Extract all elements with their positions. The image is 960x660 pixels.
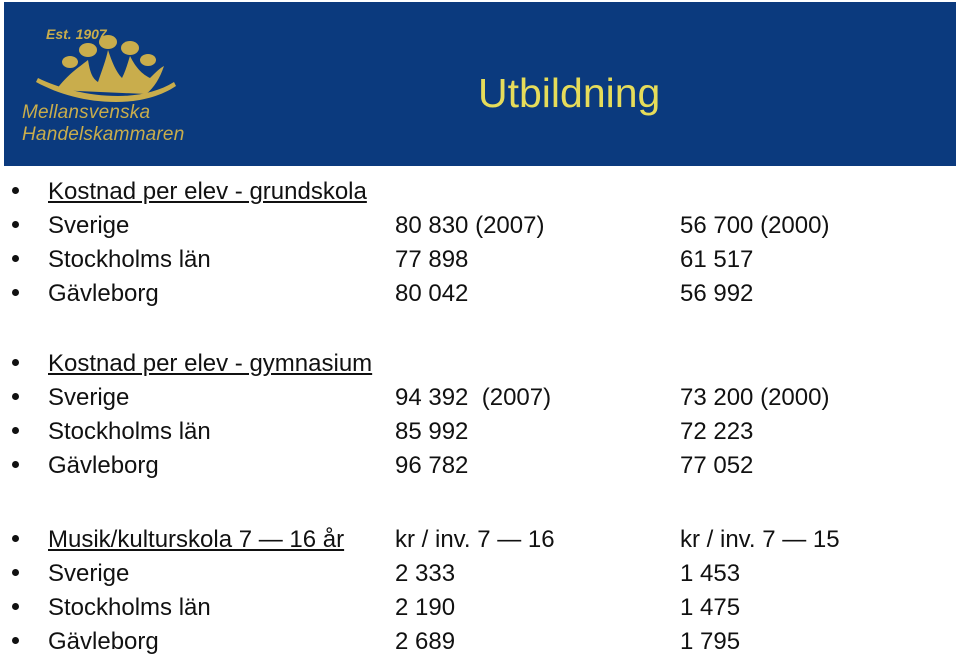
bullet-icon (12, 187, 19, 194)
heading-col-2: kr / inv. 7 — 16 (395, 526, 555, 553)
row-value-2: 1 475 (680, 594, 741, 621)
bullet-icon (12, 603, 19, 610)
section-heading (0, 524, 960, 554)
row-value-1: 80 042 (395, 280, 469, 307)
row-value-1: 77 898 (395, 246, 469, 273)
section-heading (0, 176, 960, 206)
heading-label: Kostnad per elev - grundskola (48, 178, 367, 205)
heading-label: Musik/kulturskola 7 — 16 år (48, 526, 345, 553)
bullet-icon (12, 255, 19, 262)
bullet-icon (12, 569, 19, 576)
bullet-icon (12, 535, 19, 542)
row-label: Sverige (48, 560, 130, 587)
row-value-2: 73 200 (2000) (680, 384, 830, 411)
heading-label: Kostnad per elev - gymnasium (48, 350, 373, 377)
logo-line-2: Handelskammaren (22, 124, 185, 145)
bullet-icon (12, 393, 19, 400)
row-label: Stockholms län (48, 594, 211, 621)
row-label: Stockholms län (48, 246, 211, 273)
row-value-1: 2 689 (395, 628, 456, 655)
bullet-icon (12, 427, 19, 434)
row-value-2: 1 795 (680, 628, 741, 655)
row-value-1: 96 782 (395, 452, 469, 479)
list-item (0, 450, 960, 480)
slide-title: Utbildning (478, 70, 661, 116)
slide-header (4, 2, 956, 166)
list-item (0, 382, 960, 412)
row-label: Sverige (48, 212, 130, 239)
bullet-icon (12, 461, 19, 468)
row-label: Stockholms län (48, 418, 211, 445)
logo-wordmark (22, 102, 184, 146)
heading-col-3: kr / inv. 7 — 15 (680, 526, 840, 553)
list-item (0, 416, 960, 446)
bullet-icon (12, 359, 19, 366)
row-value-2: 56 992 (680, 280, 754, 307)
chamber-logo (18, 16, 188, 156)
row-value-1: 94 392 (2007) (395, 384, 552, 411)
list-item (0, 592, 960, 622)
logo-line-1: Mellansvenska (22, 102, 151, 123)
row-label: Gävleborg (48, 628, 159, 655)
row-value-2: 61 517 (680, 246, 754, 273)
section-heading (0, 348, 960, 378)
list-item (0, 244, 960, 274)
row-value-1: 2 333 (395, 560, 456, 587)
row-value-2: 77 052 (680, 452, 754, 479)
row-value-1: 80 830 (2007) (395, 212, 545, 239)
list-item (0, 278, 960, 308)
bullet-icon (12, 221, 19, 228)
list-item (0, 626, 960, 656)
bullet-icon (12, 637, 19, 644)
list-item (0, 558, 960, 588)
row-label: Gävleborg (48, 452, 159, 479)
row-label: Sverige (48, 384, 130, 411)
row-value-1: 85 992 (395, 418, 469, 445)
logo-established: Est. 1907 (46, 26, 107, 42)
row-value-2: 72 223 (680, 418, 754, 445)
row-value-2: 1 453 (680, 560, 741, 587)
row-value-1: 2 190 (395, 594, 456, 621)
list-item (0, 210, 960, 240)
row-value-2: 56 700 (2000) (680, 212, 830, 239)
row-label: Gävleborg (48, 280, 159, 307)
bullet-icon (12, 289, 19, 296)
